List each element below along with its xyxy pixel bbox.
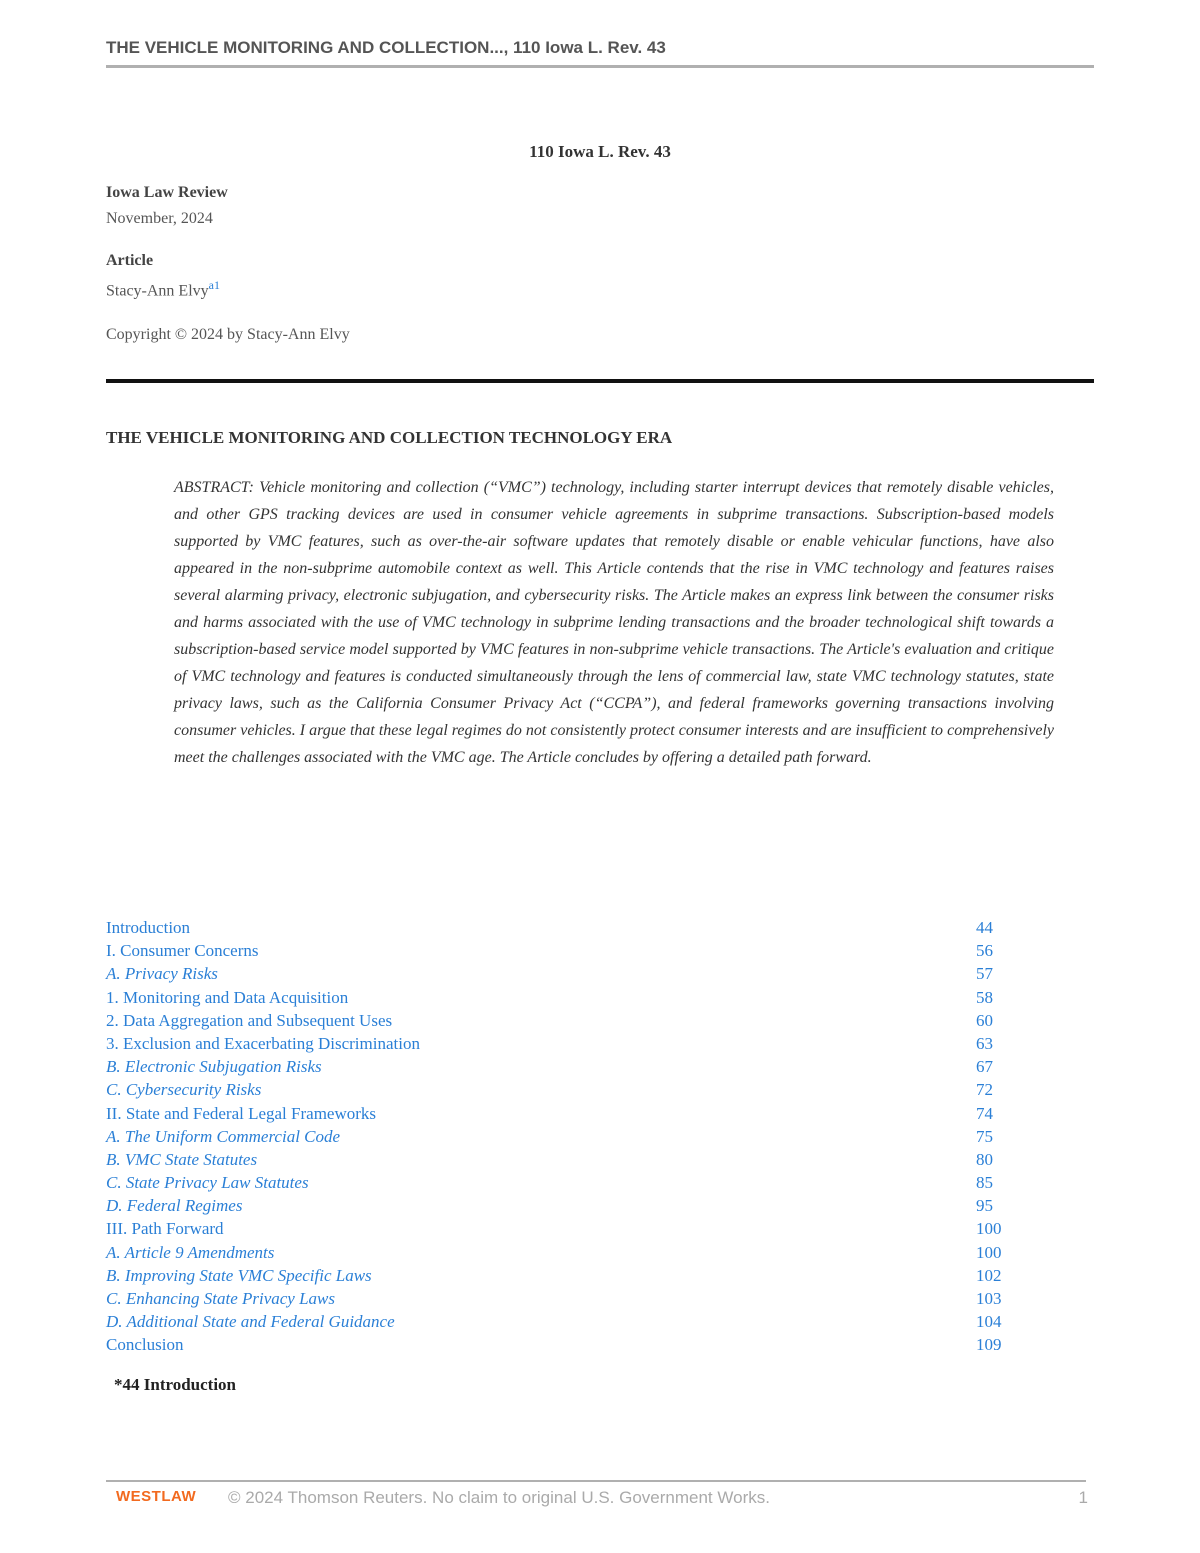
article-title: THE VEHICLE MONITORING AND COLLECTION TECHNOLOGY ERA bbox=[106, 428, 673, 447]
toc-entry-label[interactable]: D. Additional State and Federal Guidance bbox=[106, 1312, 395, 1332]
toc-entry[interactable] bbox=[106, 1009, 1026, 1032]
toc-entry-label[interactable]: Introduction bbox=[106, 918, 191, 937]
running-header: THE VEHICLE MONITORING AND COLLECTION..., 110 Iowa L. Rev. 43 bbox=[106, 38, 666, 57]
toc-entry-label[interactable]: A. Privacy Risks bbox=[106, 964, 218, 984]
toc-entry[interactable] bbox=[106, 1125, 1026, 1148]
toc-entry-page[interactable]: 75 bbox=[976, 1126, 993, 1146]
toc-entry[interactable] bbox=[106, 1241, 1026, 1264]
toc-entry[interactable] bbox=[106, 939, 1026, 962]
toc-entry-page[interactable]: 56 bbox=[976, 941, 993, 961]
toc-entry[interactable] bbox=[106, 1171, 1026, 1194]
toc-entry-page[interactable]: 80 bbox=[976, 1149, 993, 1169]
toc-entry-page[interactable]: 74 bbox=[976, 1103, 993, 1123]
toc-entry[interactable] bbox=[106, 1102, 1026, 1125]
abstract: ABSTRACT: Vehicle monitoring and collection (“VMC”) technology, including starter interrupt devices that remotely disable vehicles, and other GPS tracking devices are used in consumer vehicle agreements in subprime transactions. Subscription-based models supported by VMC features, such as over-the-air software updates that remotely disable or enable vehicular functions, have also appeared in the non-subprime automobile context as well. This Article contends that the rise in VMC technology and features raises several alarming privacy, electronic subjugation, and cybersecurity risks. The Article makes an express link between the consumer risks and harms associated with the use of VMC technology in subprime lending transactions and the broader technological shift towards a subscription-based service model supported by VMC features in non-subprime vehicle transactions. The Article's evaluation and critique of VMC technology and features is conducted simultaneously through the lens of commercial law, state VMC technology statutes, state privacy laws, such as the California Consumer Privacy Act (“CCPA”), and federal frameworks governing transactions involving consumer vehicles. I argue that these legal regimes do not consistently protect consumer interests and are insufficient to comprehensively meet the challenges associated with the VMC age. The Article concludes by offering a detailed path forward. bbox=[174, 479, 1054, 766]
author-footnote-link[interactable]: a1 bbox=[208, 278, 220, 292]
header-divider bbox=[106, 65, 1094, 68]
toc-entry-label[interactable]: Conclusion bbox=[106, 1335, 184, 1355]
toc-entry-page[interactable]: 60 bbox=[976, 1010, 993, 1030]
article-type: Article bbox=[106, 252, 154, 269]
toc-entry-label[interactable]: A. Article 9 Amendments bbox=[106, 1242, 275, 1262]
toc-entry-page[interactable]: 63 bbox=[976, 1033, 993, 1053]
toc-entry[interactable] bbox=[106, 1287, 1026, 1310]
toc-entry-page[interactable]: 100 bbox=[976, 1242, 1002, 1262]
toc-entry[interactable] bbox=[106, 1310, 1026, 1333]
westlaw-logo: WESTLAW bbox=[116, 1488, 197, 1505]
toc-entry[interactable] bbox=[106, 1264, 1026, 1287]
toc-entry[interactable] bbox=[106, 986, 1026, 1009]
toc-entry[interactable] bbox=[106, 962, 1026, 985]
toc-entry-label[interactable]: 2. Data Aggregation and Subsequent Uses bbox=[106, 1010, 393, 1030]
toc-entry-page[interactable]: 100 bbox=[976, 1219, 1002, 1239]
toc-entry[interactable] bbox=[106, 1148, 1026, 1171]
copyright-notice: Copyright © 2024 by Stacy-Ann Elvy bbox=[106, 326, 350, 343]
toc-entry-label[interactable]: D. Federal Regimes bbox=[106, 1196, 243, 1216]
toc-entry[interactable] bbox=[106, 1217, 1026, 1240]
toc-entry-page[interactable]: 95 bbox=[976, 1196, 993, 1216]
toc-entry[interactable] bbox=[106, 916, 1026, 939]
toc-entry[interactable] bbox=[106, 1055, 1026, 1078]
toc-entry-label[interactable]: C. Cybersecurity Risks bbox=[106, 1080, 262, 1100]
footer-divider bbox=[106, 1480, 1086, 1482]
toc-entry-label[interactable]: III. Path Forward bbox=[106, 1219, 224, 1239]
toc-entry-page[interactable]: 44 bbox=[976, 918, 993, 937]
toc-entry-label[interactable]: B. Improving State VMC Specific Laws bbox=[106, 1265, 372, 1285]
author-line bbox=[106, 278, 220, 300]
toc-entry-label[interactable]: C. State Privacy Law Statutes bbox=[106, 1173, 309, 1193]
toc-entry[interactable] bbox=[106, 1194, 1026, 1217]
journal-name: Iowa Law Review bbox=[106, 184, 228, 201]
toc-entry-page[interactable]: 104 bbox=[976, 1312, 1002, 1332]
author-name: Stacy-Ann Elvy bbox=[106, 282, 209, 300]
citation-title: 110 Iowa L. Rev. 43 bbox=[529, 142, 671, 161]
toc-entry-page[interactable]: 67 bbox=[976, 1057, 993, 1077]
toc-entry-page[interactable]: 72 bbox=[976, 1080, 993, 1100]
section-heading-introduction: *44 Introduction bbox=[114, 1375, 237, 1394]
toc-entry[interactable] bbox=[106, 1032, 1026, 1055]
publication-date: November, 2024 bbox=[106, 210, 213, 227]
toc-entry-page[interactable]: 109 bbox=[976, 1335, 1002, 1355]
table-of-contents bbox=[106, 916, 1026, 1357]
toc-entry[interactable] bbox=[106, 1078, 1026, 1101]
toc-entry-page[interactable]: 57 bbox=[976, 964, 993, 984]
toc-entry-label[interactable]: 1. Monitoring and Data Acquisition bbox=[106, 987, 349, 1007]
toc-entry-page[interactable]: 103 bbox=[976, 1289, 1002, 1308]
footer-copyright: © 2024 Thomson Reuters. No claim to original U.S. Government Works. bbox=[228, 1488, 770, 1507]
toc-entry-label[interactable]: 3. Exclusion and Exacerbating Discrimination bbox=[106, 1033, 420, 1053]
toc-entry-label[interactable]: C. Enhancing State Privacy Laws bbox=[106, 1289, 336, 1308]
toc-entry-label[interactable]: B. Electronic Subjugation Risks bbox=[106, 1057, 322, 1077]
toc-entry-label[interactable]: B. VMC State Statutes bbox=[106, 1149, 258, 1169]
toc-entry-label[interactable]: II. State and Federal Legal Frameworks bbox=[106, 1103, 377, 1123]
toc-entry-page[interactable]: 85 bbox=[976, 1173, 993, 1193]
toc-entry-page[interactable]: 102 bbox=[976, 1265, 1002, 1285]
toc-entry-label[interactable]: I. Consumer Concerns bbox=[106, 941, 259, 961]
title-divider bbox=[106, 379, 1094, 383]
page-number: 1 bbox=[1078, 1488, 1088, 1507]
toc-entry[interactable] bbox=[106, 1333, 1026, 1356]
toc-entry-page[interactable]: 58 bbox=[976, 987, 993, 1007]
toc-entry-label[interactable]: A. The Uniform Commercial Code bbox=[106, 1126, 341, 1146]
